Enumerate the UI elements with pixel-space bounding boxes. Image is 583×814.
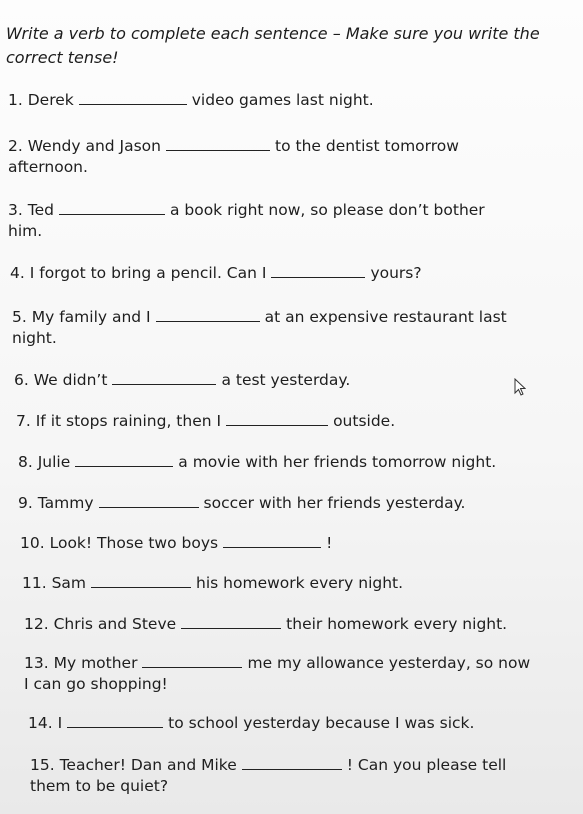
question-text-after: ! [326, 534, 333, 552]
question-12 [24, 614, 507, 635]
question-text-after: a movie with her friends tomorrow night. [178, 453, 497, 471]
answer-blank[interactable] [99, 493, 199, 508]
question-2 [8, 136, 459, 178]
question-text-before: Teacher! Dan and Mike [59, 756, 237, 774]
question-text-after: video games last night. [191, 91, 374, 109]
question-text-after: their homework every night. [286, 615, 508, 633]
question-number: 4. [10, 264, 25, 282]
question-number: 9. [18, 494, 33, 512]
question-text-before: Derek [27, 91, 74, 109]
question-text-continued: I can go shopping! [24, 675, 168, 693]
answer-blank[interactable] [223, 533, 321, 548]
question-13 [24, 653, 530, 695]
question-text-continued: them to be quiet? [30, 777, 169, 795]
answer-blank[interactable] [226, 411, 328, 426]
question-text-before: Tammy [37, 494, 94, 512]
question-text-before: My family and I [31, 308, 151, 326]
question-1 [8, 90, 374, 111]
answer-blank[interactable] [156, 307, 260, 322]
question-text-after: his homework every night. [196, 574, 404, 592]
question-text-after: to the dentist tomorrow [275, 137, 459, 155]
answer-blank[interactable] [79, 90, 187, 105]
question-number: 12. [24, 615, 49, 633]
question-number: 3. [8, 201, 23, 219]
answer-blank[interactable] [166, 136, 270, 151]
question-text-before: Sam [51, 574, 87, 592]
question-number: 8. [18, 453, 33, 471]
question-7 [16, 411, 395, 432]
question-text-after: at an expensive restaurant last [264, 308, 507, 326]
question-text-before: Look! Those two boys [49, 534, 219, 552]
answer-blank[interactable] [271, 263, 365, 278]
question-text-before: My mother [53, 654, 138, 672]
answer-blank[interactable] [142, 653, 242, 668]
question-text-before: I [57, 714, 63, 732]
question-6 [14, 370, 350, 391]
instructions: Write a verb to complete each sentence – Make sure you write the correct tense! [6, 24, 540, 67]
question-number: 7. [16, 412, 31, 430]
answer-blank[interactable] [67, 713, 163, 728]
question-text-after: a test yesterday. [221, 371, 351, 389]
question-5 [12, 307, 507, 349]
question-number: 10. [20, 534, 45, 552]
answer-blank[interactable] [112, 370, 216, 385]
answer-blank[interactable] [91, 573, 191, 588]
question-text-continued: him. [8, 222, 43, 240]
question-15 [30, 755, 506, 797]
question-text-before: Julie [37, 453, 71, 471]
question-number: 5. [12, 308, 27, 326]
question-text-before: Wendy and Jason [27, 137, 161, 155]
question-number: 13. [24, 654, 49, 672]
answer-blank[interactable] [75, 452, 173, 467]
answer-blank[interactable] [181, 614, 281, 629]
question-number: 6. [14, 371, 29, 389]
question-text-after: outside. [333, 412, 396, 430]
question-number: 14. [28, 714, 53, 732]
mouse-cursor-icon [514, 378, 526, 396]
answer-blank[interactable] [59, 200, 165, 215]
question-text-before: If it stops raining, then I [35, 412, 222, 430]
question-text-before: We didn’t [33, 371, 108, 389]
question-8 [18, 452, 496, 473]
question-text-after: ! Can you please tell [346, 756, 507, 774]
question-text-continued: night. [12, 329, 57, 347]
question-text-after: to school yesterday because I was sick. [168, 714, 475, 732]
question-number: 15. [30, 756, 55, 774]
question-number: 1. [8, 91, 23, 109]
question-text-before: Chris and Steve [53, 615, 177, 633]
question-text-before: Ted [27, 201, 54, 219]
question-text-after: yours? [370, 264, 422, 282]
question-9 [18, 493, 466, 514]
question-text-after: a book right now, so please don’t bother [169, 201, 485, 219]
question-10 [20, 533, 332, 554]
question-text-continued: afternoon. [8, 158, 88, 176]
question-text-before: I forgot to bring a pencil. Can I [29, 264, 267, 282]
question-number: 11. [22, 574, 47, 592]
answer-blank[interactable] [242, 755, 342, 770]
question-3 [8, 200, 485, 242]
question-text-after: me my allowance yesterday, so now [247, 654, 531, 672]
question-4 [10, 263, 422, 284]
question-11 [22, 573, 403, 594]
question-number: 2. [8, 137, 23, 155]
question-text-after: soccer with her friends yesterday. [203, 494, 466, 512]
question-14 [28, 713, 474, 734]
